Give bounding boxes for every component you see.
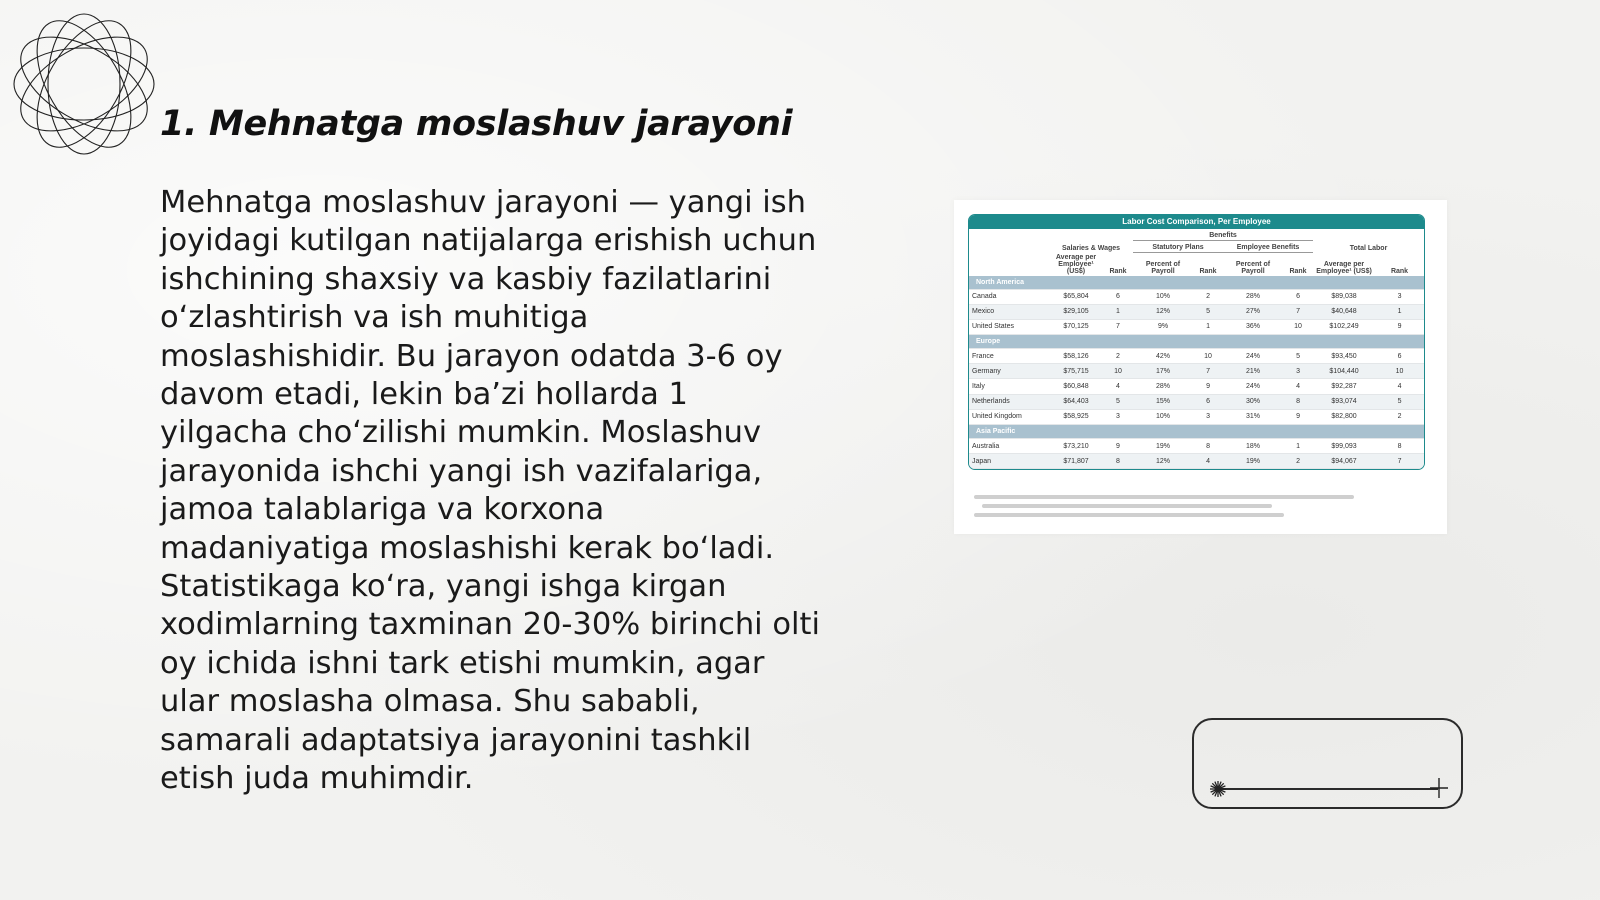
- cell-stat-pct: 10%: [1133, 409, 1193, 424]
- cell-stat-rank: 1: [1193, 319, 1223, 334]
- cell-country: United Kingdom: [969, 409, 1049, 424]
- header-benefits: Benefits: [1133, 229, 1313, 241]
- table-row: [969, 364, 1424, 379]
- cell-total: $99,093: [1313, 439, 1375, 454]
- cell-total: $93,074: [1313, 394, 1375, 409]
- table-row: [969, 439, 1424, 454]
- table-frame: [968, 214, 1425, 470]
- cell-ben-rank: 7: [1283, 304, 1313, 319]
- table-row: [969, 409, 1424, 424]
- cell-total-rank: 7: [1375, 454, 1424, 469]
- cell-total: $40,648: [1313, 304, 1375, 319]
- cell-stat-rank: 8: [1193, 439, 1223, 454]
- cell-stat-pct: 28%: [1133, 379, 1193, 394]
- slide-body-text: Mehnatga moslashuv jarayoni — yangi ish joyidagi kutilgan natijalarga erishish uchun ishchining shaxsiy va kasbiy fazilatlarini o‘zlashtirish va ish muhitiga moslashishidir. Bu jarayon odatda 3-6 oy davom etadi, lekin ba’zi hollarda 1 yilgacha cho‘zilishi mumkin. Moslashuv jarayonida ishchi yangi ish vazifalariga, jamoa talablariga va korxona madaniyatiga moslashishi kerak bo‘ladi. Statistikaga ko‘ra, yangi ishga kirgan xodimlarning taxminan 20-30% birinchi olti oy ichida ishni tark etishi mumkin, agar ular moslasha olmasa. Shu sababli, samarali adaptatsiya jarayonini tashkil etish juda muhimdir.: [160, 185, 820, 797]
- cell-stat-pct: 15%: [1133, 394, 1193, 409]
- cell-stat-rank: 10: [1193, 349, 1223, 364]
- header-total-labor: Total Labor: [1349, 244, 1388, 252]
- cell-stat-pct: 17%: [1133, 364, 1193, 379]
- cell-stat-pct: 12%: [1133, 454, 1193, 469]
- cell-salary: $70,125: [1049, 319, 1103, 334]
- header-rank: Rank: [1109, 267, 1127, 275]
- cell-total: $102,249: [1313, 319, 1375, 334]
- cell-stat-pct: 10%: [1133, 289, 1193, 304]
- cell-salary-rank: 1: [1103, 304, 1133, 319]
- slide-title: 1. Mehnatga moslashuv jarayoni: [160, 104, 793, 144]
- table-row: [969, 319, 1424, 334]
- cell-salary: $60,848: [1049, 379, 1103, 394]
- cell-ben-pct: 36%: [1223, 319, 1283, 334]
- slider-track[interactable]: [1216, 788, 1438, 790]
- header-avg-per-employee: Average per Employee¹ (US$): [1316, 260, 1372, 275]
- table-title: Labor Cost Comparison, Per Employee: [969, 215, 1424, 229]
- cell-ben-rank: 3: [1283, 364, 1313, 379]
- region-label: Europe: [969, 335, 1424, 349]
- cell-salary: $73,210: [1049, 439, 1103, 454]
- cell-total-rank: 8: [1375, 439, 1424, 454]
- cell-ben-rank: 8: [1283, 394, 1313, 409]
- cell-stat-rank: 9: [1193, 379, 1223, 394]
- cell-country: Italy: [969, 379, 1049, 394]
- header-statutory-plans: Statutory Plans: [1133, 241, 1223, 253]
- region-label: Asia Pacific: [969, 425, 1424, 439]
- cell-total-rank: 5: [1375, 394, 1424, 409]
- cell-total: $89,038: [1313, 289, 1375, 304]
- cell-total-rank: 1: [1375, 304, 1424, 319]
- cell-stat-rank: 4: [1193, 454, 1223, 469]
- header-rank: Rank: [1390, 267, 1409, 275]
- cell-total: $104,440: [1313, 364, 1375, 379]
- cell-stat-pct: 42%: [1133, 349, 1193, 364]
- cell-total-rank: 10: [1375, 364, 1424, 379]
- cell-country: France: [969, 349, 1049, 364]
- cell-stat-rank: 2: [1193, 289, 1223, 304]
- cell-ben-pct: 18%: [1223, 439, 1283, 454]
- cell-ben-pct: 19%: [1223, 454, 1283, 469]
- cell-total-rank: 3: [1375, 289, 1424, 304]
- cell-ben-pct: 27%: [1223, 304, 1283, 319]
- region-row: [969, 425, 1424, 439]
- cell-salary-rank: 5: [1103, 394, 1133, 409]
- table-row: [969, 304, 1424, 319]
- cell-country: Germany: [969, 364, 1049, 379]
- cell-stat-rank: 7: [1193, 364, 1223, 379]
- cell-ben-rank: 5: [1283, 349, 1313, 364]
- cell-salary: $58,126: [1049, 349, 1103, 364]
- cell-ben-rank: 10: [1283, 319, 1313, 334]
- region-row: [969, 335, 1424, 349]
- cell-stat-rank: 6: [1193, 394, 1223, 409]
- cell-salary: $75,715: [1049, 364, 1103, 379]
- header-avg-per-employee: Average per Employee¹ (US$): [1055, 253, 1097, 275]
- cell-salary: $58,925: [1049, 409, 1103, 424]
- header-percent-payroll: Percent of Payroll: [1145, 260, 1181, 275]
- cell-stat-pct: 9%: [1133, 319, 1193, 334]
- header-salaries: Salaries & Wages: [1061, 244, 1121, 252]
- table-row: [969, 454, 1424, 469]
- cell-total: $92,287: [1313, 379, 1375, 394]
- cell-stat-rank: 5: [1193, 304, 1223, 319]
- cell-total: $93,450: [1313, 349, 1375, 364]
- header-rank: Rank: [1289, 267, 1307, 275]
- cell-ben-pct: 24%: [1223, 349, 1283, 364]
- cell-salary-rank: 8: [1103, 454, 1133, 469]
- starburst-icon[interactable]: [1208, 779, 1228, 799]
- cell-salary-rank: 2: [1103, 349, 1133, 364]
- table-row: [969, 379, 1424, 394]
- cell-salary: $64,403: [1049, 394, 1103, 409]
- cell-country: Japan: [969, 454, 1049, 469]
- table-row: [969, 289, 1424, 304]
- header-employee-benefits: Employee Benefits: [1223, 241, 1313, 253]
- cell-ben-pct: 30%: [1223, 394, 1283, 409]
- cell-stat-pct: 19%: [1133, 439, 1193, 454]
- cell-ben-rank: 4: [1283, 379, 1313, 394]
- labor-cost-table-image: [954, 200, 1447, 534]
- labor-cost-table: [969, 229, 1424, 469]
- cell-salary-rank: 3: [1103, 409, 1133, 424]
- table-row: [969, 349, 1424, 364]
- region-row: [969, 276, 1424, 290]
- cell-ben-pct: 28%: [1223, 289, 1283, 304]
- cell-ben-rank: 2: [1283, 454, 1313, 469]
- cell-country: Mexico: [969, 304, 1049, 319]
- region-label: North America: [969, 276, 1424, 290]
- header-percent-payroll: Percent of Payroll: [1235, 260, 1271, 275]
- cell-salary-rank: 7: [1103, 319, 1133, 334]
- table-footnote: [974, 493, 1404, 520]
- cell-total-rank: 6: [1375, 349, 1424, 364]
- cell-stat-pct: 12%: [1133, 304, 1193, 319]
- cell-ben-pct: 31%: [1223, 409, 1283, 424]
- cell-total-rank: 4: [1375, 379, 1424, 394]
- cell-country: Netherlands: [969, 394, 1049, 409]
- cell-total-rank: 9: [1375, 319, 1424, 334]
- cell-country: United States: [969, 319, 1049, 334]
- cell-total: $82,800: [1313, 409, 1375, 424]
- cell-salary-rank: 6: [1103, 289, 1133, 304]
- table-row: [969, 394, 1424, 409]
- cell-ben-pct: 24%: [1223, 379, 1283, 394]
- cell-total: $94,067: [1313, 454, 1375, 469]
- header-rank: Rank: [1199, 267, 1217, 275]
- cell-salary: $65,804: [1049, 289, 1103, 304]
- cell-salary-rank: 4: [1103, 379, 1133, 394]
- cell-salary: $71,807: [1049, 454, 1103, 469]
- cell-country: Australia: [969, 439, 1049, 454]
- cell-salary: $29,105: [1049, 304, 1103, 319]
- cell-country: Canada: [969, 289, 1049, 304]
- cell-stat-rank: 3: [1193, 409, 1223, 424]
- cell-ben-rank: 6: [1283, 289, 1313, 304]
- cell-ben-rank: 1: [1283, 439, 1313, 454]
- cell-total-rank: 2: [1375, 409, 1424, 424]
- cell-salary-rank: 9: [1103, 439, 1133, 454]
- crosshair-icon[interactable]: [1428, 777, 1450, 799]
- cell-ben-pct: 21%: [1223, 364, 1283, 379]
- cell-salary-rank: 10: [1103, 364, 1133, 379]
- circle-lattice-ornament-icon: [10, 10, 158, 158]
- slider-frame: [1192, 718, 1463, 809]
- cell-ben-rank: 9: [1283, 409, 1313, 424]
